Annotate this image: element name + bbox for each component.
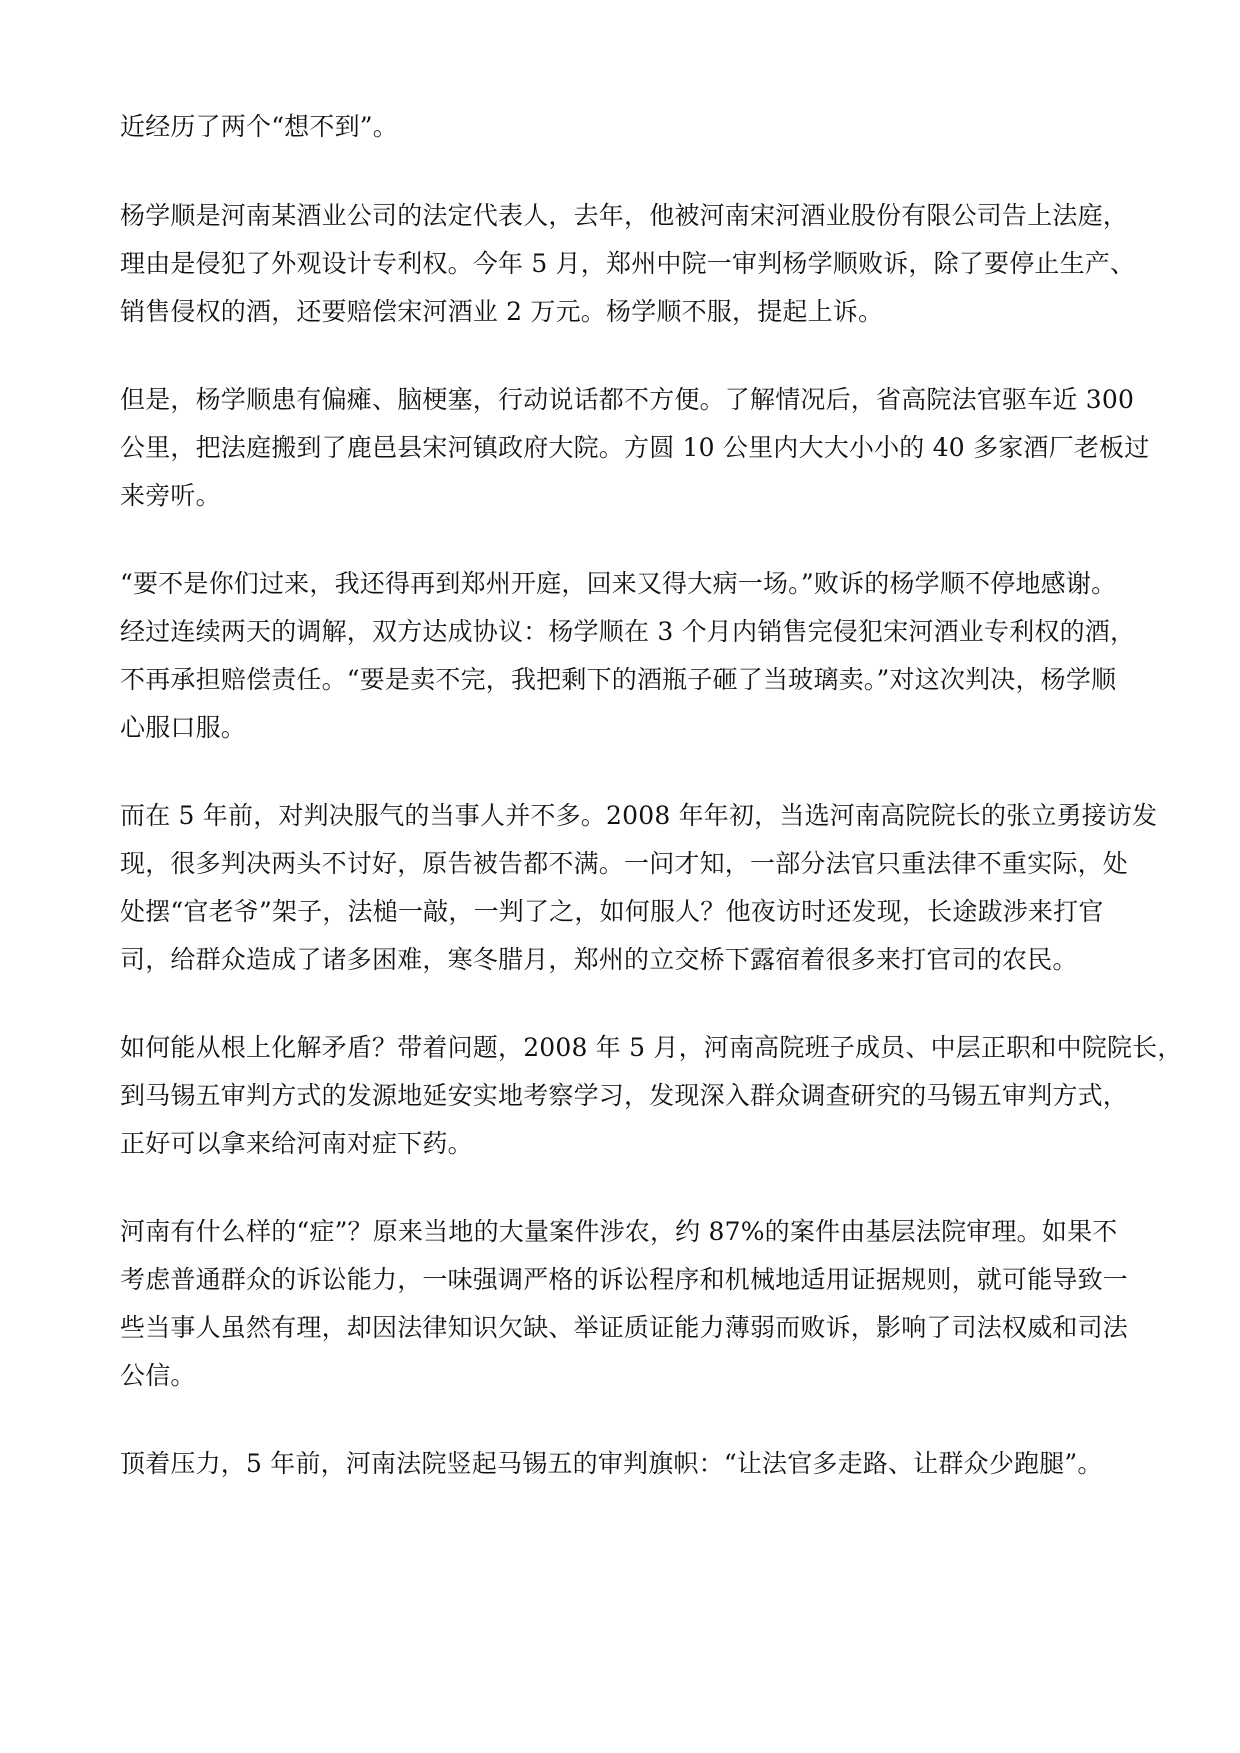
text-line: 到马锡五审判方式的发源地延安实地考察学习，发现深入群众调查研究的马锡五审判方式， — [120, 1081, 1129, 1110]
text-line: 考虑普通群众的诉讼能力，一味强调严格的诉讼程序和机械地适用证据规则，就可能导致一 — [120, 1265, 1129, 1294]
text-line: 河南有什么样的“症”？原来当地的大量案件涉农，约 87%的案件由基层法院审理。如果不 — [120, 1217, 1118, 1246]
text-line: 司，给群众造成了诸多困难，寒冬腊月，郑州的立交桥下露宿着很多来打官司的农民。 — [120, 945, 1078, 974]
text-line: 现，很多判决两头不讨好，原告被告都不满。一问才知，一部分法官只重法律不重实际，处 — [120, 849, 1129, 878]
text-line: 心服口服。 — [120, 713, 247, 742]
text-line: 理由是侵犯了外观设计专利权。今年 5 月，郑州中院一审判杨学顺败诉，除了要停止生产、 — [120, 249, 1136, 278]
text-line: 来旁听。 — [120, 481, 221, 510]
text-line: 些当事人虽然有理，却因法律知识欠缺、举证质证能力薄弱而败诉，影响了司法权威和司法 — [120, 1313, 1129, 1342]
text-line: 正好可以拿来给河南对症下药。 — [120, 1129, 473, 1158]
text-line: 公里，把法庭搬到了鹿邑县宋河镇政府大院。方圆 10 公里内大大小小的 40 多家酒厂老板过 — [120, 433, 1150, 462]
text-line: “要不是你们过来，我还得再到郑州开庭，回来又得大病一场。”败诉的杨学顺不停地感谢。 — [120, 569, 1117, 598]
text-line: 顶着压力，5 年前，河南法院竖起马锡五的审判旗帜：“让法官多走路、让群众少跑腿”。 — [120, 1449, 1103, 1478]
text-line: 公信。 — [120, 1361, 196, 1390]
text-line: 近经历了两个“想不到”。 — [120, 112, 398, 141]
text-line: 经过连续两天的调解，双方达成协议：杨学顺在 3 个月内销售完侵犯宋河酒业专利权的酒， — [120, 617, 1136, 646]
text-line: 但是，杨学顺患有偏瘫、脑梗塞，行动说话都不方便。了解情况后，省高院法官驱车近 300 — [120, 385, 1135, 414]
text-line: 而在 5 年前，对判决服气的当事人并不多。2008 年年初，当选河南高院院长的张立勇接访发 — [120, 801, 1158, 830]
text-line: 如何能从根上化解矛盾？带着问题，2008 年 5 月，河南高院班子成员、中层正职和中院院长， — [120, 1033, 1183, 1062]
text-line: 销售侵权的酒，还要赔偿宋河酒业 2 万元。杨学顺不服，提起上诉。 — [120, 297, 884, 326]
text-line: 不再承担赔偿责任。“要是卖不完，我把剩下的酒瓶子砸了当玻璃卖。”对这次判决，杨学顺 — [120, 665, 1117, 694]
text-line: 杨学顺是河南某酒业公司的法定代表人，去年，他被河南宋河酒业股份有限公司告上法庭， — [120, 201, 1129, 230]
text-line: 处摆“官老爷”架子，法槌一敲，一判了之，如何服人？他夜访时还发现，长途跋涉来打官 — [120, 897, 1104, 926]
